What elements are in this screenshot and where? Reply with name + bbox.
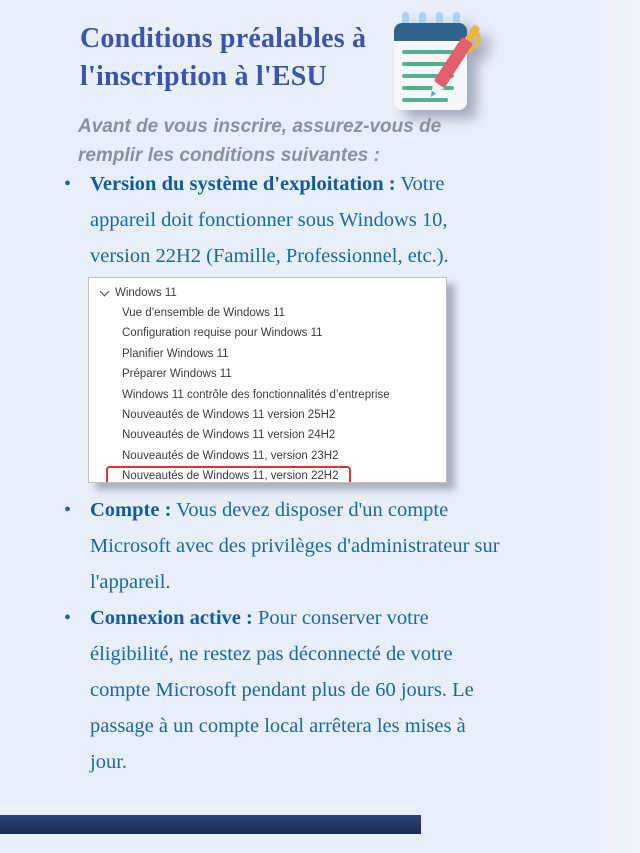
- tree-item[interactable]: [89, 385, 446, 405]
- bullet-os-version-body: Votre appareil doit fonctionner sous Windows 10, version 22H2 (Famille, Professionnel, etc.).: [90, 173, 449, 267]
- tree-item-label: Nouveautés de Windows 11, version 22H2: [122, 470, 339, 483]
- bullet-active-connection-body: Pour conserver votre éligibilité, ne restez pas déconnecté de votre compte Microsoft pendant plus de 60 jours. Le passage à un compte local arrêtera les mises à jour.: [90, 607, 474, 773]
- bullet-os-version-lead: Version du système d'exploitation :: [90, 173, 396, 195]
- page-subtitle-line2: remplir les conditions suivantes :: [78, 145, 380, 166]
- page-subtitle-line1: Avant de vous inscrire, assurez-vous de: [78, 116, 442, 137]
- tree-item[interactable]: [89, 323, 446, 343]
- page-subtitle: [78, 112, 441, 170]
- content-area: [52, 166, 612, 780]
- tree-item-label: Windows 11 contrôle des fonctionnalités d’entreprise: [122, 388, 390, 401]
- tree-item-label: Préparer Windows 11: [122, 368, 232, 381]
- bullet-marker: •: [64, 173, 72, 195]
- page-title-line1: Conditions préalables à: [80, 23, 367, 54]
- tree-item-label: Nouveautés de Windows 11 version 24H2: [122, 429, 336, 442]
- notepad-pencil-icon: [388, 8, 488, 118]
- tree-item[interactable]: [89, 303, 446, 323]
- tree-item-label: Nouveautés de Windows 11 version 25H2: [122, 408, 336, 421]
- tree-item-label: Vue d’ensemble de Windows 11: [122, 307, 286, 319]
- tree-item[interactable]: [89, 425, 446, 445]
- red-highlight-box: [106, 466, 351, 483]
- bullet-os-version-text: [90, 166, 502, 274]
- bullet-account: [52, 492, 612, 600]
- bullet-active-connection-text: [90, 600, 502, 780]
- tree-item-windows11[interactable]: [89, 283, 446, 303]
- page-title: [80, 20, 366, 96]
- page-title-line2: l'inscription à l'ESU: [80, 61, 327, 92]
- bullet-active-connection-lead: Connexion active :: [90, 607, 253, 629]
- tree-item[interactable]: [89, 446, 446, 466]
- chevron-down-icon: [100, 287, 110, 297]
- tree-item-label: Windows 11: [115, 287, 177, 299]
- windows-docs-screenshot: [88, 277, 447, 483]
- tree-item-label: Nouveautés de Windows 11, version 23H2: [122, 449, 339, 462]
- bullet-os-version: [52, 166, 612, 274]
- footer-accent-bar: [0, 815, 421, 834]
- bullet-account-text: [90, 492, 502, 600]
- tree-item-label: Configuration requise pour Windows 11: [122, 327, 323, 340]
- tree-item[interactable]: [89, 364, 446, 384]
- bullet-active-connection: [52, 600, 612, 780]
- bullet-account-body: Vous devez disposer d'un compte Microsoft avec des privilèges d'administrateur sur l'appareil.: [90, 499, 500, 593]
- tree-item-highlighted-22h2[interactable]: [89, 466, 446, 483]
- tree-item[interactable]: [89, 344, 446, 364]
- tree-item[interactable]: [89, 405, 446, 425]
- bullet-marker: •: [64, 607, 72, 629]
- bullet-account-lead: Compte :: [90, 499, 172, 521]
- tree-item-label: Planifier Windows 11: [122, 347, 229, 360]
- bullet-marker: •: [64, 499, 72, 521]
